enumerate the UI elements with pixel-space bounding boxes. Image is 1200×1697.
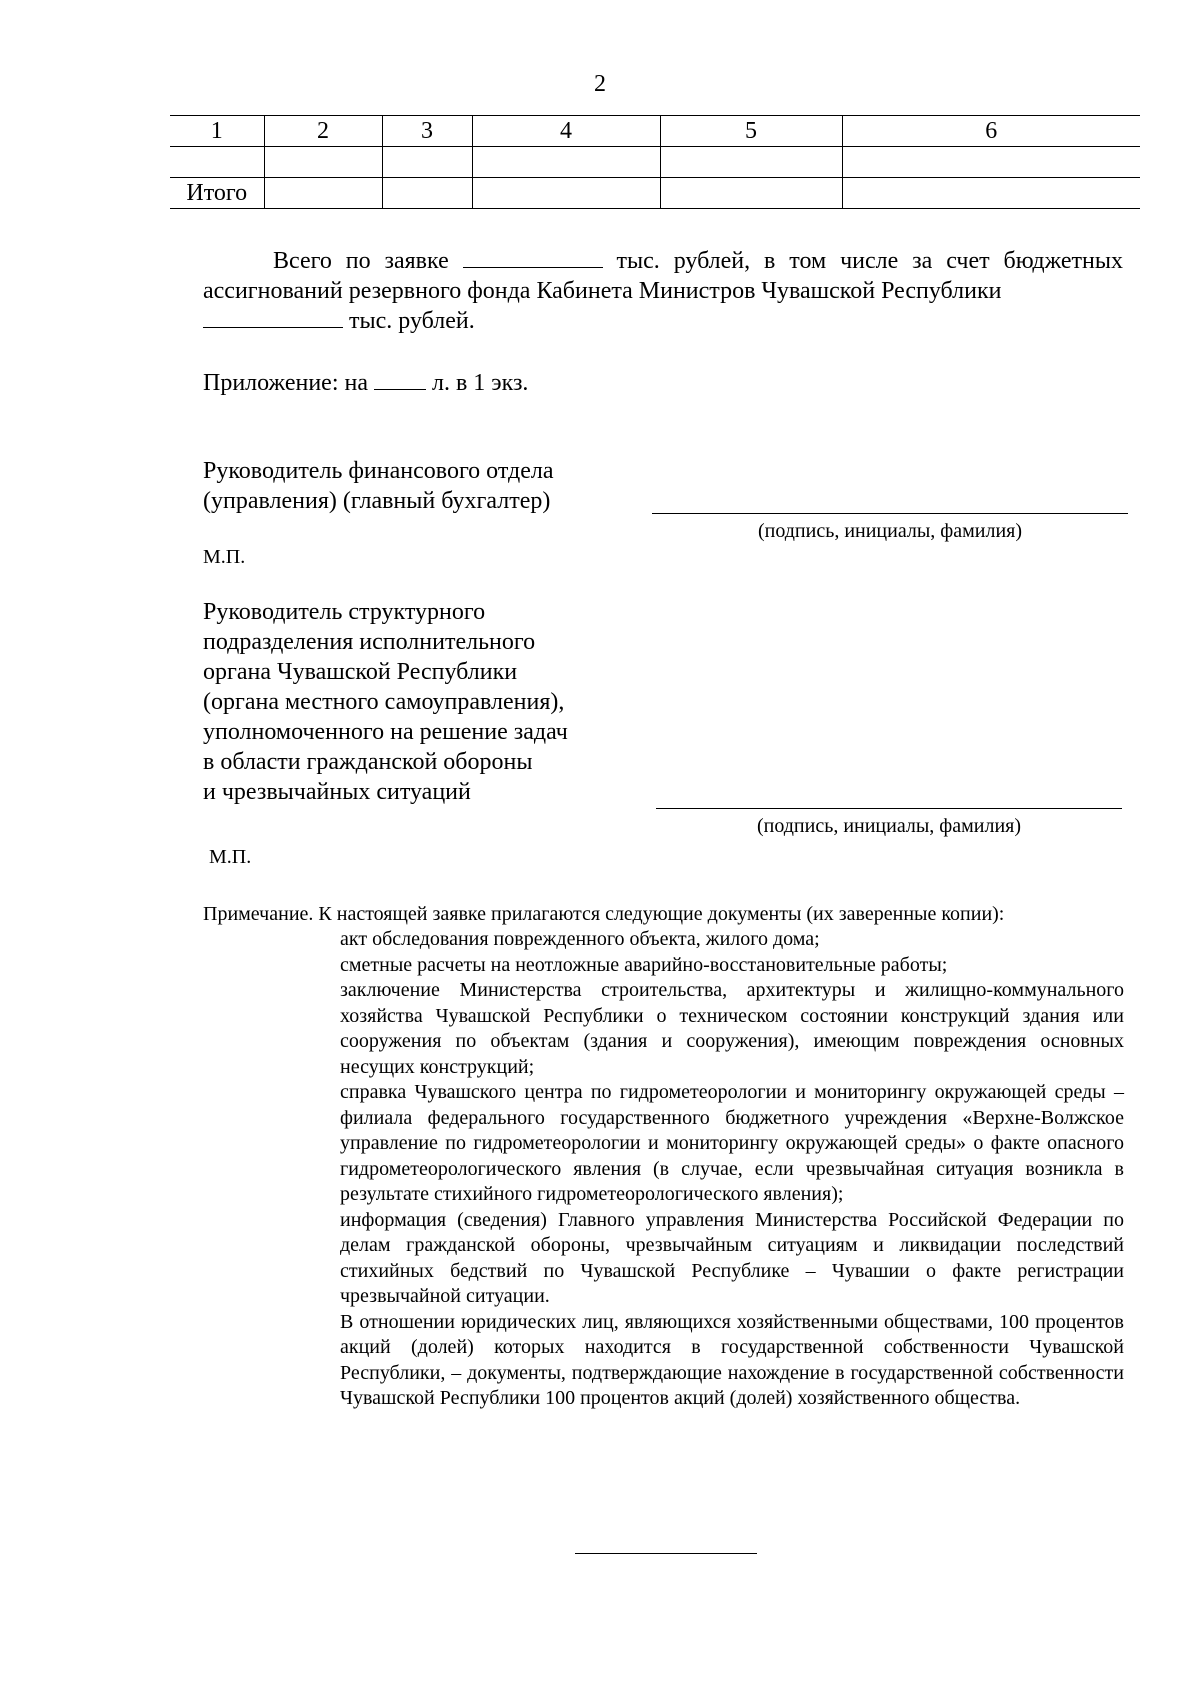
annex-text-end: л. в 1 экз. [431, 370, 529, 396]
note-item: акт обследования поврежденного объекта, жилого дома; [340, 928, 820, 950]
note-item: заключение Министерства строительства, архитектуры и жилищно-коммунального хозяйства Чувашской Республики о техническом состоянии конструкций здания или сооружения по объектам (здания и сооружения), имеющим повреждения основных несущих конструкций; [340, 979, 1124, 1078]
table-cell [472, 147, 660, 178]
table-header-cell: 6 [842, 116, 1140, 147]
total-amount-blank[interactable] [463, 247, 603, 268]
table-header-cell: 2 [264, 116, 382, 147]
note-item: В отношении юридических лиц, являющихся хозяйственными обществами, 100 процентов акций (долей) которых находится в государственной собственности Чувашской Республики, – документы, подтверждающие нахождение в государственной собственности Чувашской Республики 100 процентов акций (долей) хозяйственного общества. [340, 1310, 1124, 1409]
table-header-row [170, 116, 1140, 147]
reserve-amount-blank[interactable] [203, 307, 343, 328]
table-cell [382, 178, 472, 209]
table-total-row [170, 178, 1140, 209]
note-heading: Примечание. К настоящей заявке прилагаются следующие документы (их заверенные копии): [203, 903, 1005, 925]
signer1-line: Руководитель финансового отдела [203, 458, 554, 484]
signer2-line: в области гражданской обороны [203, 749, 533, 775]
signer2-line: и чрезвычайных ситуаций [203, 779, 471, 805]
annex-line [203, 368, 528, 398]
table-header-cell: 4 [472, 116, 660, 147]
table-header-cell: 5 [660, 116, 842, 147]
total-text-end: тыс. рублей. [349, 308, 475, 334]
note-list [340, 927, 1124, 1412]
signature-caption-1: (подпись, инициалы, фамилия) [757, 520, 1023, 542]
table-cell [170, 147, 264, 178]
table-cell [660, 147, 842, 178]
signer1-line: (управления) (главный бухгалтер) [203, 488, 551, 514]
signature-caption-2: (подпись, инициалы, фамилия) [756, 815, 1022, 837]
note-item: информация (сведения) Главного управления Министерства Российской Федерации по делам гражданской обороны, чрезвычайным ситуациям и ликвидации последствий стихийных бедствий по Чувашской Республике – Чувашии о факте регистрации чрезвычайной ситуации. [340, 1208, 1124, 1307]
signer2-line: подразделения исполнительного [203, 629, 536, 655]
table-header-cell: 1 [170, 116, 264, 147]
table-cell [472, 178, 660, 209]
table-total-label: Итого [170, 178, 264, 209]
total-text-middle: тыс. рублей, в том числе за счет бюджетных ассигнований резервного фонда Кабинета Министров Чувашской Республики [203, 248, 1124, 304]
table-cell [660, 178, 842, 209]
note-item: сметные расчеты на неотложные аварийно-восстановительные работы; [340, 953, 948, 976]
annex-sheets-blank[interactable] [374, 369, 426, 390]
stamp-place-2: М.П. [209, 846, 252, 868]
table-cell [842, 147, 1140, 178]
table-cell [264, 178, 382, 209]
note-item: справка Чувашского центра по гидрометеорологии и мониторингу окружающей среды – филиала федерального государственного бюджетного учреждения «Верхне-Волжское управление по гидрометеорологии и мониторингу окружающей среды» о факте опасного гидрометеорологического явления (в случае, если чрезвычайная ситуация возникла в результате стихийного гидрометеорологического явления); [340, 1081, 1124, 1205]
total-paragraph [203, 246, 1123, 336]
annex-text-start: Приложение: на [203, 370, 368, 396]
signer2-line: (органа местного самоуправления), [203, 689, 565, 715]
signer2-line: Руководитель структурного [203, 599, 486, 625]
signer2-title [203, 597, 568, 807]
signature-line-2[interactable] [656, 808, 1122, 809]
signature-line-1[interactable] [652, 513, 1128, 514]
document-end-line [575, 1553, 757, 1554]
signer2-line: органа Чувашской Республики [203, 659, 518, 685]
page-number: 2 [594, 71, 606, 97]
table-cell [382, 147, 472, 178]
signer1-title [203, 456, 554, 516]
application-table [170, 115, 1140, 209]
stamp-place-1: М.П. [203, 546, 246, 568]
total-text-start: Всего по заявке [273, 248, 449, 274]
signer2-line: уполномоченного на решение задач [203, 719, 568, 745]
table-cell [264, 147, 382, 178]
table-cell [842, 178, 1140, 209]
table-header-cell: 3 [382, 116, 472, 147]
table-row [170, 147, 1140, 178]
